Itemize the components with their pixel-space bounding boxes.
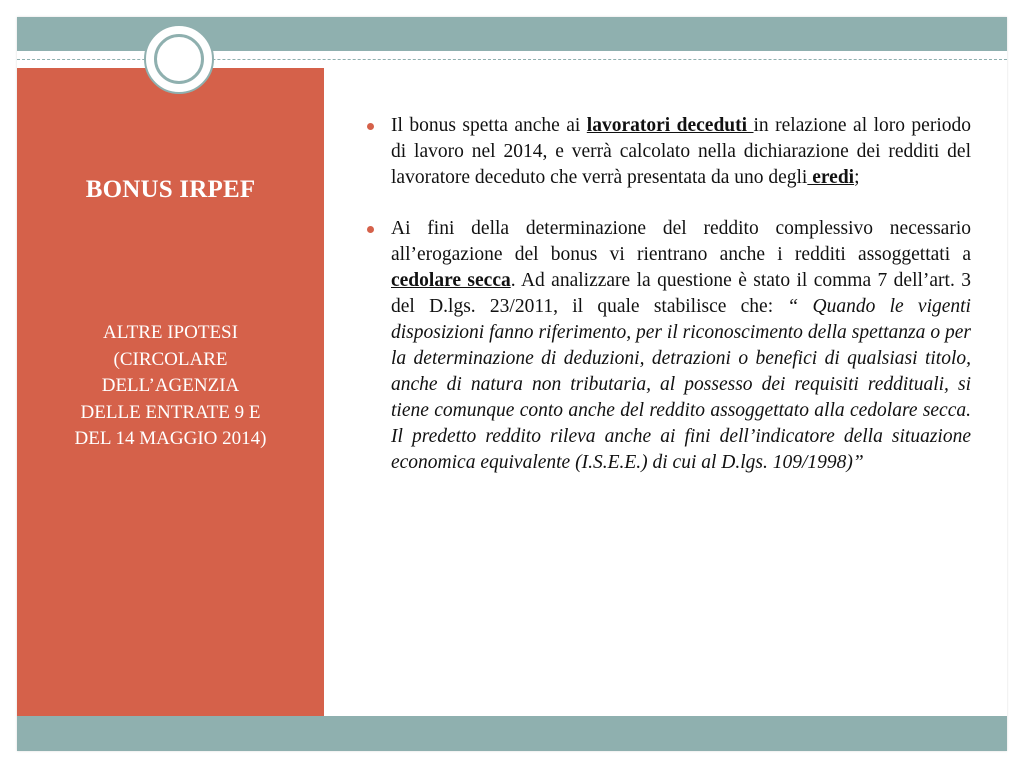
subtitle-line: (CIRCOLARE bbox=[113, 348, 228, 370]
highlight-eredi: eredi bbox=[807, 167, 855, 188]
bullet-paragraph bbox=[365, 113, 971, 191]
decorative-ring-icon bbox=[144, 24, 214, 94]
decorative-ring-inner bbox=[154, 34, 204, 84]
highlight-cedolare-secca: cedolare secca bbox=[391, 270, 511, 291]
highlight-lavoratori-deceduti: lavoratori deceduti bbox=[586, 115, 754, 136]
legal-quote: “ Quando le vigenti disposizioni fanno riferimento, per il riconoscimento della spettanza o per la determinazione di deduzioni, detrazioni o benefici di qualsiasi titolo, anche di natura non tributaria, al possesso dei requisiti reddituali, si tiene comunque conto anche del reddito assoggettato alla cedolare secca. Il predetto reddito rileva anche ai fini dell’indicatore della situazione economica equivalente (I.S.E.E.) di cui al D.lgs. 109/1998)” bbox=[391, 296, 971, 473]
bottom-band bbox=[17, 716, 1007, 751]
bullet-icon bbox=[367, 226, 374, 233]
bullet-icon bbox=[367, 123, 374, 130]
slide-subtitle bbox=[37, 320, 304, 453]
text-run: . Ad analizzare la questione è stato il comma 7 dell’art. 3 del D.lgs. 23/2011, il quale stabilisce che: bbox=[391, 270, 971, 317]
bullet-paragraph bbox=[365, 216, 971, 476]
content-area bbox=[365, 113, 971, 501]
text-run: ; bbox=[854, 167, 860, 188]
sidebar-panel bbox=[17, 68, 324, 716]
slide-title: BONUS IRPEF bbox=[85, 176, 256, 203]
subtitle-line: DEL 14 MAGGIO 2014) bbox=[74, 428, 267, 449]
text-run: Ai fini della determinazione del reddito complessivo necessario all’erogazione del bonus vi rientrano anche i redditi assoggettati a bbox=[391, 218, 971, 265]
subtitle-line: DELL’AGENZIA bbox=[101, 375, 240, 396]
subtitle-line: DELLE ENTRATE 9 E bbox=[80, 401, 261, 423]
text-run: Il bonus spetta anche ai bbox=[391, 115, 587, 136]
text-run: in relazione al loro periodo di lavoro nel 2014, e verrà calcolato nella dichiarazione dei redditi del lavoratore deceduto che verrà presentata da uno degli bbox=[391, 115, 971, 188]
subtitle-line: ALTRE IPOTESI bbox=[103, 322, 238, 343]
